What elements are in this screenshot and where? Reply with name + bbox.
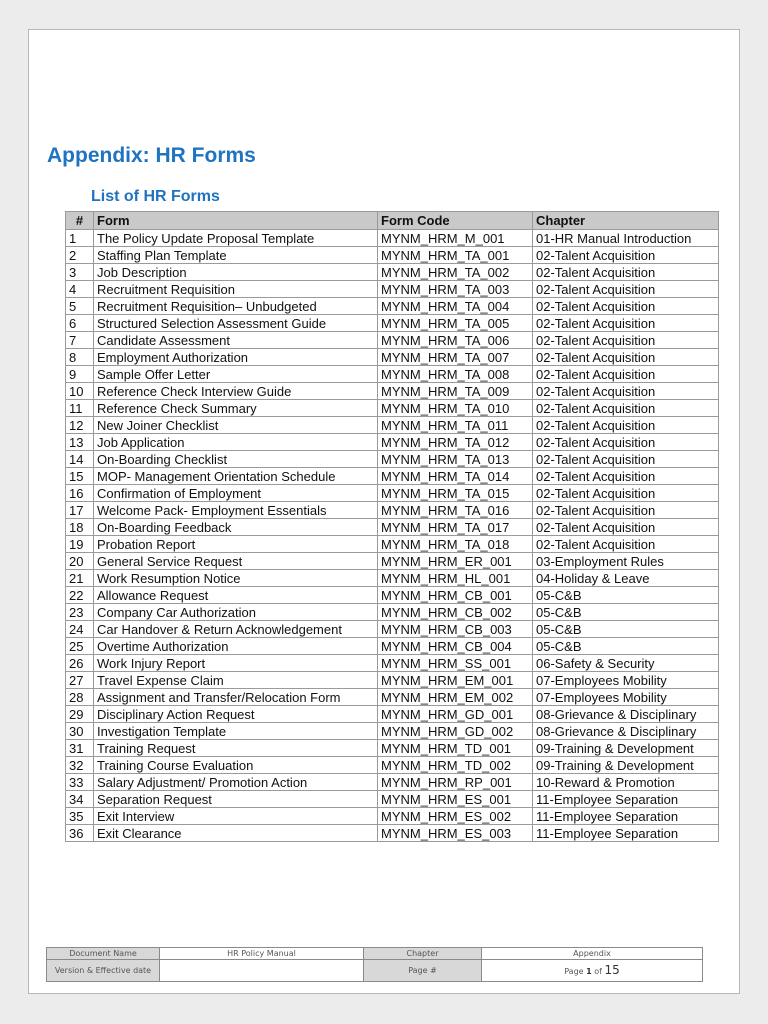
table-row xyxy=(66,281,719,298)
form-name: Allowance Request xyxy=(94,587,378,604)
row-number: 28 xyxy=(66,689,94,706)
footer-version-label: Version & Effective date xyxy=(47,960,160,982)
chapter-name: 05-C&B xyxy=(533,621,719,638)
table-row xyxy=(66,553,719,570)
chapter-name: 02-Talent Acquisition xyxy=(533,536,719,553)
chapter-name: 02-Talent Acquisition xyxy=(533,519,719,536)
row-number: 18 xyxy=(66,519,94,536)
row-number: 6 xyxy=(66,315,94,332)
table-row xyxy=(66,519,719,536)
row-number: 11 xyxy=(66,400,94,417)
row-number: 3 xyxy=(66,264,94,281)
form-code: MYNM_HRM_TA_016 xyxy=(378,502,533,519)
table-row xyxy=(66,349,719,366)
table-row xyxy=(66,298,719,315)
form-code: MYNM_HRM_ES_001 xyxy=(378,791,533,808)
section-subtitle: List of HR Forms xyxy=(91,188,220,205)
table-row xyxy=(66,247,719,264)
form-code: MYNM_HRM_M_001 xyxy=(378,230,533,247)
row-number: 9 xyxy=(66,366,94,383)
chapter-name: 02-Talent Acquisition xyxy=(533,451,719,468)
column-header-form: Form xyxy=(94,212,378,230)
form-code: MYNM_HRM_TA_003 xyxy=(378,281,533,298)
document-footer xyxy=(46,947,703,982)
chapter-name: 01-HR Manual Introduction xyxy=(533,230,719,247)
chapter-name: 02-Talent Acquisition xyxy=(533,264,719,281)
row-number: 25 xyxy=(66,638,94,655)
form-code: MYNM_HRM_TA_015 xyxy=(378,485,533,502)
row-number: 13 xyxy=(66,434,94,451)
chapter-name: 02-Talent Acquisition xyxy=(533,366,719,383)
form-code: MYNM_HRM_ES_003 xyxy=(378,825,533,842)
row-number: 8 xyxy=(66,349,94,366)
form-code: MYNM_HRM_TA_007 xyxy=(378,349,533,366)
form-code: MYNM_HRM_TA_006 xyxy=(378,332,533,349)
row-number: 34 xyxy=(66,791,94,808)
chapter-name: 02-Talent Acquisition xyxy=(533,400,719,417)
table-row xyxy=(66,706,719,723)
table-row xyxy=(66,468,719,485)
form-name: Work Injury Report xyxy=(94,655,378,672)
form-code: MYNM_HRM_TD_001 xyxy=(378,740,533,757)
table-row xyxy=(66,451,719,468)
chapter-name: 02-Talent Acquisition xyxy=(533,434,719,451)
form-name: The Policy Update Proposal Template xyxy=(94,230,378,247)
footer-version-value xyxy=(160,960,364,982)
form-code: MYNM_HRM_GD_002 xyxy=(378,723,533,740)
form-name: Welcome Pack- Employment Essentials xyxy=(94,502,378,519)
form-code: MYNM_HRM_TA_012 xyxy=(378,434,533,451)
form-name: Salary Adjustment/ Promotion Action xyxy=(94,774,378,791)
footer-document-name-label: Document Name xyxy=(47,948,160,960)
form-code: MYNM_HRM_TA_013 xyxy=(378,451,533,468)
row-number: 21 xyxy=(66,570,94,587)
form-name: Employment Authorization xyxy=(94,349,378,366)
form-code: MYNM_HRM_CB_003 xyxy=(378,621,533,638)
row-number: 24 xyxy=(66,621,94,638)
chapter-name: 08-Grievance & Disciplinary xyxy=(533,706,719,723)
table-row xyxy=(66,723,719,740)
form-name: Exit Clearance xyxy=(94,825,378,842)
table-row xyxy=(66,672,719,689)
row-number: 31 xyxy=(66,740,94,757)
table-row xyxy=(66,502,719,519)
row-number: 16 xyxy=(66,485,94,502)
table-row xyxy=(66,689,719,706)
column-header-number: # xyxy=(66,212,94,230)
chapter-name: 07-Employees Mobility xyxy=(533,672,719,689)
table-row xyxy=(66,604,719,621)
form-name: Reference Check Interview Guide xyxy=(94,383,378,400)
form-name: Car Handover & Return Acknowledgement xyxy=(94,621,378,638)
footer-document-name-value: HR Policy Manual xyxy=(160,948,364,960)
chapter-name: 11-Employee Separation xyxy=(533,825,719,842)
table-row xyxy=(66,332,719,349)
form-name: Overtime Authorization xyxy=(94,638,378,655)
table-row xyxy=(66,621,719,638)
footer-page-label: Page # xyxy=(364,960,482,982)
row-number: 22 xyxy=(66,587,94,604)
table-row xyxy=(66,264,719,281)
form-code: MYNM_HRM_CB_001 xyxy=(378,587,533,604)
table-row xyxy=(66,774,719,791)
chapter-name: 08-Grievance & Disciplinary xyxy=(533,723,719,740)
row-number: 20 xyxy=(66,553,94,570)
form-code: MYNM_HRM_CB_004 xyxy=(378,638,533,655)
row-number: 10 xyxy=(66,383,94,400)
row-number: 4 xyxy=(66,281,94,298)
row-number: 23 xyxy=(66,604,94,621)
footer-page-total: 15 xyxy=(604,962,620,977)
form-code: MYNM_HRM_RP_001 xyxy=(378,774,533,791)
chapter-name: 02-Talent Acquisition xyxy=(533,298,719,315)
form-name: Staffing Plan Template xyxy=(94,247,378,264)
chapter-name: 02-Talent Acquisition xyxy=(533,468,719,485)
form-name: Investigation Template xyxy=(94,723,378,740)
form-name: On-Boarding Checklist xyxy=(94,451,378,468)
chapter-name: 05-C&B xyxy=(533,604,719,621)
form-name: Probation Report xyxy=(94,536,378,553)
form-code: MYNM_HRM_TA_017 xyxy=(378,519,533,536)
table-row xyxy=(66,757,719,774)
table-row xyxy=(66,587,719,604)
form-code: MYNM_HRM_TA_002 xyxy=(378,264,533,281)
table-row xyxy=(66,536,719,553)
table-row xyxy=(66,791,719,808)
form-code: MYNM_HRM_HL_001 xyxy=(378,570,533,587)
form-name: Work Resumption Notice xyxy=(94,570,378,587)
table-header-row xyxy=(66,212,719,230)
footer-page-prefix: Page xyxy=(564,966,584,976)
chapter-name: 02-Talent Acquisition xyxy=(533,247,719,264)
form-code: MYNM_HRM_TA_005 xyxy=(378,315,533,332)
form-name: Company Car Authorization xyxy=(94,604,378,621)
table-row xyxy=(66,315,719,332)
row-number: 14 xyxy=(66,451,94,468)
row-number: 12 xyxy=(66,417,94,434)
row-number: 19 xyxy=(66,536,94,553)
row-number: 36 xyxy=(66,825,94,842)
chapter-name: 09-Training & Development xyxy=(533,757,719,774)
form-name: Travel Expense Claim xyxy=(94,672,378,689)
table-row xyxy=(66,570,719,587)
chapter-name: 02-Talent Acquisition xyxy=(533,281,719,298)
page-title: Appendix: HR Forms xyxy=(47,144,256,167)
form-name: Assignment and Transfer/Relocation Form xyxy=(94,689,378,706)
footer-chapter-label: Chapter xyxy=(364,948,482,960)
row-number: 29 xyxy=(66,706,94,723)
form-name: Confirmation of Employment xyxy=(94,485,378,502)
chapter-name: 11-Employee Separation xyxy=(533,791,719,808)
form-code: MYNM_HRM_TA_011 xyxy=(378,417,533,434)
form-code: MYNM_HRM_EM_001 xyxy=(378,672,533,689)
chapter-name: 06-Safety & Security xyxy=(533,655,719,672)
form-code: MYNM_HRM_TA_014 xyxy=(378,468,533,485)
row-number: 30 xyxy=(66,723,94,740)
chapter-name: 09-Training & Development xyxy=(533,740,719,757)
form-code: MYNM_HRM_ES_002 xyxy=(378,808,533,825)
table-row xyxy=(66,638,719,655)
form-code: MYNM_HRM_TA_010 xyxy=(378,400,533,417)
table-row xyxy=(66,655,719,672)
table-row xyxy=(66,383,719,400)
hr-forms-table xyxy=(65,211,719,842)
form-code: MYNM_HRM_TA_004 xyxy=(378,298,533,315)
table-row xyxy=(66,400,719,417)
form-code: MYNM_HRM_TA_001 xyxy=(378,247,533,264)
chapter-name: 02-Talent Acquisition xyxy=(533,485,719,502)
form-name: Structured Selection Assessment Guide xyxy=(94,315,378,332)
chapter-name: 11-Employee Separation xyxy=(533,808,719,825)
chapter-name: 02-Talent Acquisition xyxy=(533,502,719,519)
form-name: Job Description xyxy=(94,264,378,281)
row-number: 15 xyxy=(66,468,94,485)
form-name: Recruitment Requisition xyxy=(94,281,378,298)
chapter-name: 05-C&B xyxy=(533,638,719,655)
form-name: General Service Request xyxy=(94,553,378,570)
row-number: 2 xyxy=(66,247,94,264)
table-row xyxy=(66,417,719,434)
form-name: Training Request xyxy=(94,740,378,757)
footer-page-of: of xyxy=(594,966,602,976)
table-body xyxy=(66,230,719,842)
form-name: Training Course Evaluation xyxy=(94,757,378,774)
form-code: MYNM_HRM_TA_018 xyxy=(378,536,533,553)
chapter-name: 03-Employment Rules xyxy=(533,553,719,570)
form-code: MYNM_HRM_GD_001 xyxy=(378,706,533,723)
table-row xyxy=(66,485,719,502)
footer-page-current: 1 xyxy=(586,966,592,976)
chapter-name: 04-Holiday & Leave xyxy=(533,570,719,587)
table-row xyxy=(66,434,719,451)
form-name: MOP- Management Orientation Schedule xyxy=(94,468,378,485)
row-number: 27 xyxy=(66,672,94,689)
form-code: MYNM_HRM_TA_008 xyxy=(378,366,533,383)
form-name: Separation Request xyxy=(94,791,378,808)
chapter-name: 05-C&B xyxy=(533,587,719,604)
form-code: MYNM_HRM_TD_002 xyxy=(378,757,533,774)
form-name: Exit Interview xyxy=(94,808,378,825)
form-name: On-Boarding Feedback xyxy=(94,519,378,536)
chapter-name: 07-Employees Mobility xyxy=(533,689,719,706)
chapter-name: 02-Talent Acquisition xyxy=(533,332,719,349)
row-number: 26 xyxy=(66,655,94,672)
form-name: Job Application xyxy=(94,434,378,451)
row-number: 32 xyxy=(66,757,94,774)
footer-chapter-value: Appendix xyxy=(482,948,703,960)
form-name: Disciplinary Action Request xyxy=(94,706,378,723)
table-row xyxy=(66,230,719,247)
chapter-name: 02-Talent Acquisition xyxy=(533,315,719,332)
table-row xyxy=(66,808,719,825)
row-number: 5 xyxy=(66,298,94,315)
form-name: Sample Offer Letter xyxy=(94,366,378,383)
form-code: MYNM_HRM_TA_009 xyxy=(378,383,533,400)
document-page xyxy=(28,29,740,994)
table-row xyxy=(66,366,719,383)
form-code: MYNM_HRM_CB_002 xyxy=(378,604,533,621)
column-header-form-code: Form Code xyxy=(378,212,533,230)
form-name: Candidate Assessment xyxy=(94,332,378,349)
row-number: 1 xyxy=(66,230,94,247)
form-name: New Joiner Checklist xyxy=(94,417,378,434)
form-name: Reference Check Summary xyxy=(94,400,378,417)
row-number: 35 xyxy=(66,808,94,825)
form-code: MYNM_HRM_ER_001 xyxy=(378,553,533,570)
form-code: MYNM_HRM_SS_001 xyxy=(378,655,533,672)
table-row xyxy=(66,825,719,842)
form-code: MYNM_HRM_EM_002 xyxy=(378,689,533,706)
chapter-name: 02-Talent Acquisition xyxy=(533,349,719,366)
table-row xyxy=(66,740,719,757)
row-number: 33 xyxy=(66,774,94,791)
row-number: 7 xyxy=(66,332,94,349)
form-name: Recruitment Requisition– Unbudgeted xyxy=(94,298,378,315)
row-number: 17 xyxy=(66,502,94,519)
chapter-name: 02-Talent Acquisition xyxy=(533,383,719,400)
column-header-chapter: Chapter xyxy=(533,212,719,230)
chapter-name: 10-Reward & Promotion xyxy=(533,774,719,791)
footer-page-number xyxy=(482,960,703,982)
chapter-name: 02-Talent Acquisition xyxy=(533,417,719,434)
